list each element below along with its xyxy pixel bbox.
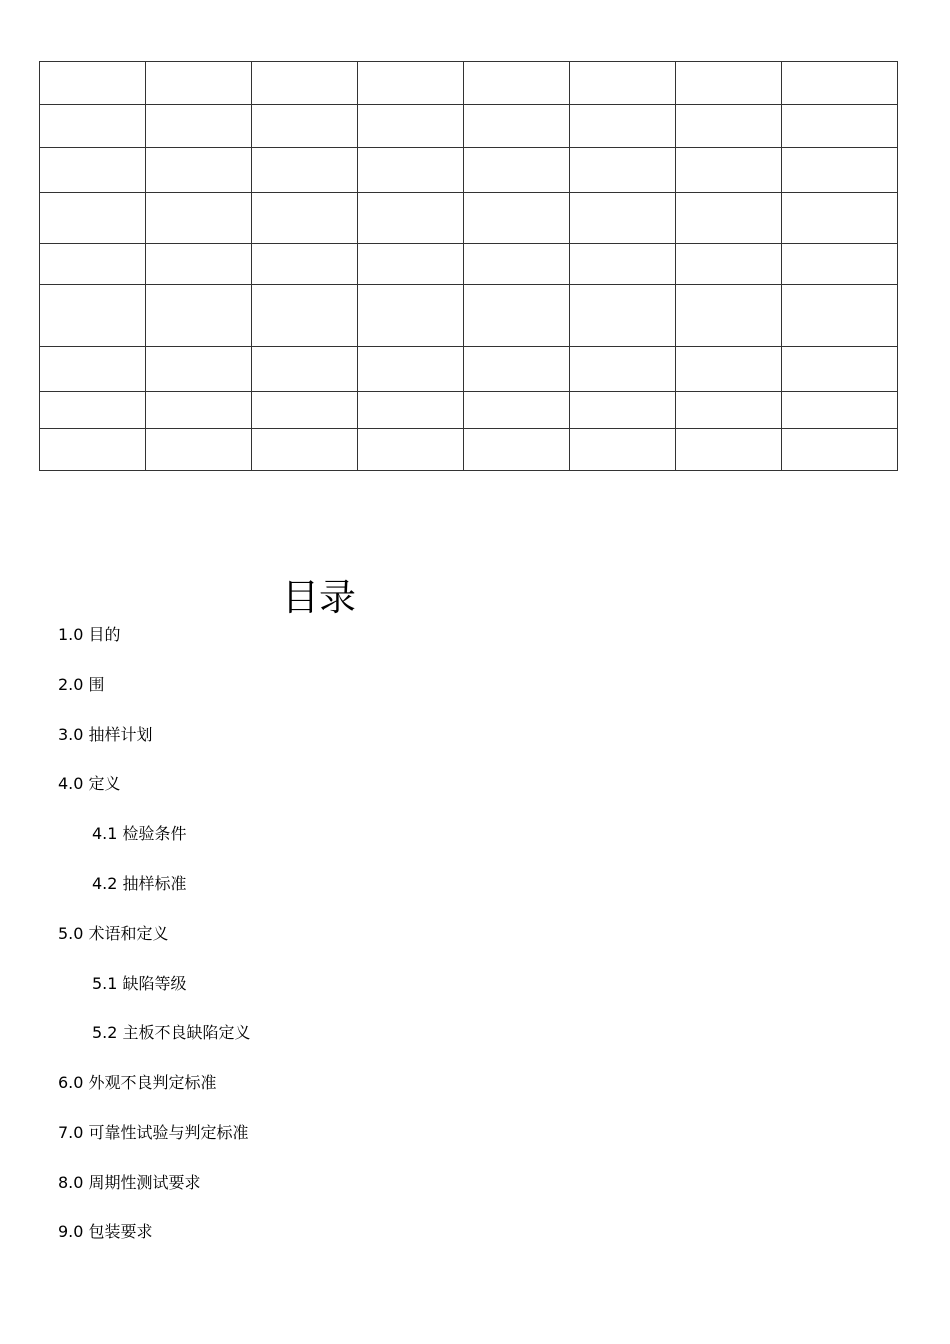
table-cell: [782, 347, 898, 392]
table-cell: [782, 62, 898, 105]
table-cell: [464, 392, 570, 429]
table-cell: [464, 244, 570, 285]
table-cell: [464, 285, 570, 347]
table-cell: [782, 392, 898, 429]
table-cell: [570, 285, 676, 347]
table-cell: [464, 62, 570, 105]
toc-title: 目录: [282, 576, 356, 619]
blank-form-table: [39, 61, 898, 471]
table-row: [40, 392, 898, 429]
table-row: [40, 193, 898, 244]
table-row: [40, 429, 898, 471]
table-cell: [676, 429, 782, 471]
toc-entry-4-0: 4.0 定义: [58, 774, 121, 793]
table-cell: [782, 105, 898, 148]
table-cell: [570, 429, 676, 471]
table-cell: [358, 285, 464, 347]
table-cell: [676, 347, 782, 392]
table-row: [40, 244, 898, 285]
table-cell: [676, 285, 782, 347]
toc-entry-6-0: 6.0 外观不良判定标准: [58, 1073, 217, 1092]
toc-entry-5-1: 5.1 缺陷等级: [92, 974, 187, 993]
table-cell: [570, 244, 676, 285]
table-cell: [40, 347, 146, 392]
table-cell: [252, 392, 358, 429]
table-cell: [146, 105, 252, 148]
table-cell: [252, 429, 358, 471]
toc-entry-5-0: 5.0 术语和定义: [58, 924, 169, 943]
table-cell: [358, 244, 464, 285]
table-cell: [252, 244, 358, 285]
table-cell: [676, 244, 782, 285]
table-cell: [40, 285, 146, 347]
toc-entry-4-2: 4.2 抽样标准: [92, 874, 187, 893]
table-cell: [146, 429, 252, 471]
table-row: [40, 148, 898, 193]
table-cell: [464, 429, 570, 471]
toc-entry-7-0: 7.0 可靠性试验与判定标准: [58, 1123, 249, 1142]
table-cell: [146, 244, 252, 285]
table-row: [40, 105, 898, 148]
table-cell: [358, 62, 464, 105]
table-cell: [570, 148, 676, 193]
toc-entry-3-0: 3.0 抽样计划: [58, 725, 153, 744]
table-cell: [252, 347, 358, 392]
table-cell: [358, 347, 464, 392]
table-cell: [40, 392, 146, 429]
table-cell: [146, 148, 252, 193]
table-cell: [782, 285, 898, 347]
table-cell: [464, 105, 570, 148]
table-cell: [358, 392, 464, 429]
table-cell: [252, 193, 358, 244]
table-cell: [570, 193, 676, 244]
toc-entry-1-0: 1.0 目的: [58, 625, 121, 644]
table-row: [40, 62, 898, 105]
table-cell: [40, 105, 146, 148]
table-cell: [782, 193, 898, 244]
table-cell: [146, 62, 252, 105]
table-cell: [146, 392, 252, 429]
table-row: [40, 285, 898, 347]
table-cell: [676, 62, 782, 105]
table-cell: [676, 105, 782, 148]
table-cell: [146, 285, 252, 347]
table-cell: [782, 148, 898, 193]
table-cell: [570, 62, 676, 105]
table-cell: [358, 148, 464, 193]
table-cell: [252, 105, 358, 148]
table-cell: [40, 148, 146, 193]
toc-entry-5-2: 5.2 主板不良缺陷定义: [92, 1023, 251, 1042]
table-cell: [676, 392, 782, 429]
toc-entry-8-0: 8.0 周期性测试要求: [58, 1173, 201, 1192]
table-cell: [252, 148, 358, 193]
table-cell: [782, 244, 898, 285]
table-cell: [464, 148, 570, 193]
table-cell: [40, 429, 146, 471]
table-cell: [464, 347, 570, 392]
table-cell: [358, 193, 464, 244]
table-cell: [464, 193, 570, 244]
toc-entry-4-1: 4.1 检验条件: [92, 824, 187, 843]
toc-entry-2-0: 2.0 围: [58, 675, 105, 694]
table-cell: [358, 105, 464, 148]
table-row: [40, 347, 898, 392]
table-cell: [570, 347, 676, 392]
table-cell: [40, 244, 146, 285]
table-cell: [146, 347, 252, 392]
table-cell: [252, 62, 358, 105]
table-cell: [358, 429, 464, 471]
table-cell: [146, 193, 252, 244]
table-cell: [676, 193, 782, 244]
table-cell: [782, 429, 898, 471]
table-cell: [40, 62, 146, 105]
table-cell: [570, 392, 676, 429]
table-cell: [40, 193, 146, 244]
toc-entry-9-0: 9.0 包装要求: [58, 1222, 153, 1241]
table-cell: [252, 285, 358, 347]
table-cell: [676, 148, 782, 193]
table-cell: [570, 105, 676, 148]
